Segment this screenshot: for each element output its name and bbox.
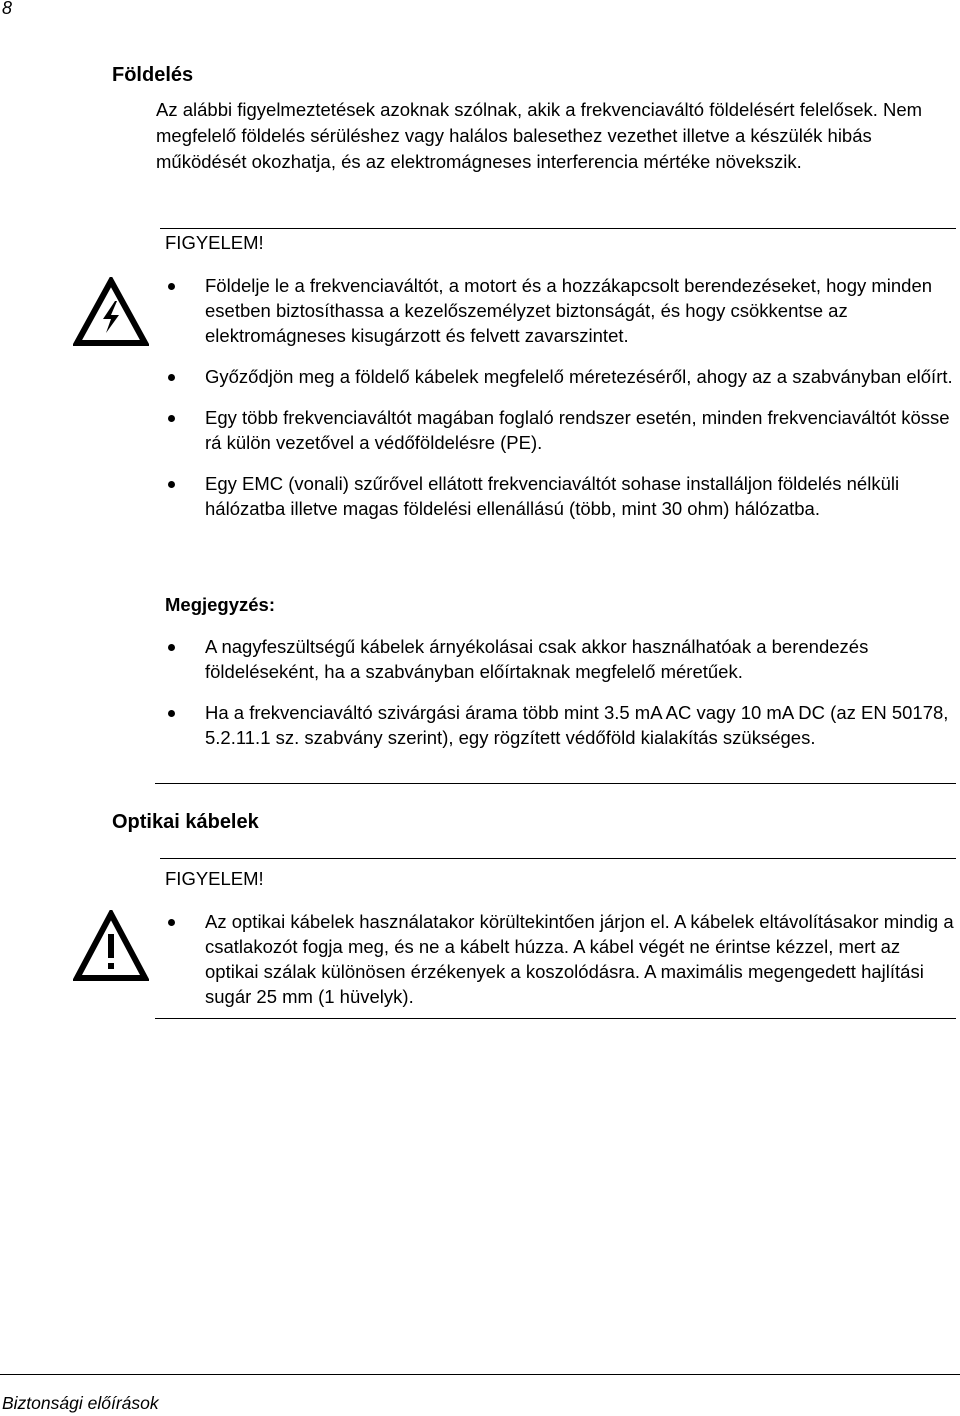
warning-bottom-rule — [155, 783, 956, 784]
warning-label: FIGYELEM! — [165, 232, 264, 253]
optical-warning-top-rule — [160, 858, 956, 859]
grounding-warning-list — [165, 273, 955, 537]
warning-top-rule — [160, 228, 956, 229]
optical-warning-list — [165, 909, 955, 1025]
page-number: 8 — [2, 0, 13, 18]
grounding-note-list — [165, 634, 955, 766]
section-title-grounding: Földelés — [112, 64, 194, 86]
list-item: Egy több frekvenciaváltót magában foglaló rendszer esetén, minden frekvenciaváltót kösse rá külön vezetővel a védőföldelésre (PE). — [165, 405, 955, 455]
electrical-hazard-icon — [73, 277, 149, 352]
note-label: Megjegyzés: — [165, 594, 276, 615]
general-warning-icon — [73, 910, 149, 987]
optical-warning-bottom-rule — [155, 1018, 956, 1019]
list-item: Egy EMC (vonali) szűrővel ellátott frekvenciaváltót sohase installáljon földelés nélküli hálózatba illetve magas földelési ellenállású (több, mint 30 ohm) hálózatba. — [165, 471, 955, 521]
list-item: Győződjön meg a földelő kábelek megfelelő méretezéséről, ahogy az a szabványban előírt. — [165, 364, 955, 389]
list-item: Az optikai kábelek használatakor körültekintően járjon el. A kábelek eltávolításakor mindig a csatlakozót fogja meg, és ne a kábelt húzza. A kábel végét ne érintse kézzel, mert az optikai szálak különösen érzékenyek a koszolódásra. A maximális megengedett hajlítási sugár 25 mm (1 hüvelyk). — [165, 909, 955, 1009]
section-title-optical: Optikai kábelek — [112, 811, 259, 833]
list-item: A nagyfeszültségű kábelek árnyékolásai csak akkor használhatóak a berendezés földeléseként, ha a szabványban előírtaknak megfelelő méretűek. — [165, 634, 955, 684]
footer-rule — [0, 1374, 960, 1375]
list-item: Földelje le a frekvenciaváltót, a motort és a hozzákapcsolt berendezéseket, hogy minden esetben biztosíthassa a kezelőszemélyzet biztonságát, és hogy csökkentse az elektromágneses kisugárzott és felvett zavarszintet. — [165, 273, 955, 348]
footer-text: Biztonsági előírások — [2, 1393, 159, 1413]
grounding-intro: Az alábbi figyelmeztetések azoknak szólnak, akik a frekvenciaváltó földelésért felelősek. Nem megfelelő földelés sérüléshez vagy halálos balesethez vezethet illetve a készülék hibás működését okozhatja, és az elektromágneses interferencia mértéke növekszik. — [156, 99, 923, 172]
optical-warning-label: FIGYELEM! — [165, 868, 264, 889]
list-item: Ha a frekvenciaváltó szivárgási árama több mint 3.5 mA AC vagy 10 mA DC (az EN 50178, 5.2.11.1 sz. szabvány szerint), egy rögzített védőföld kialakítás szükséges. — [165, 700, 955, 750]
